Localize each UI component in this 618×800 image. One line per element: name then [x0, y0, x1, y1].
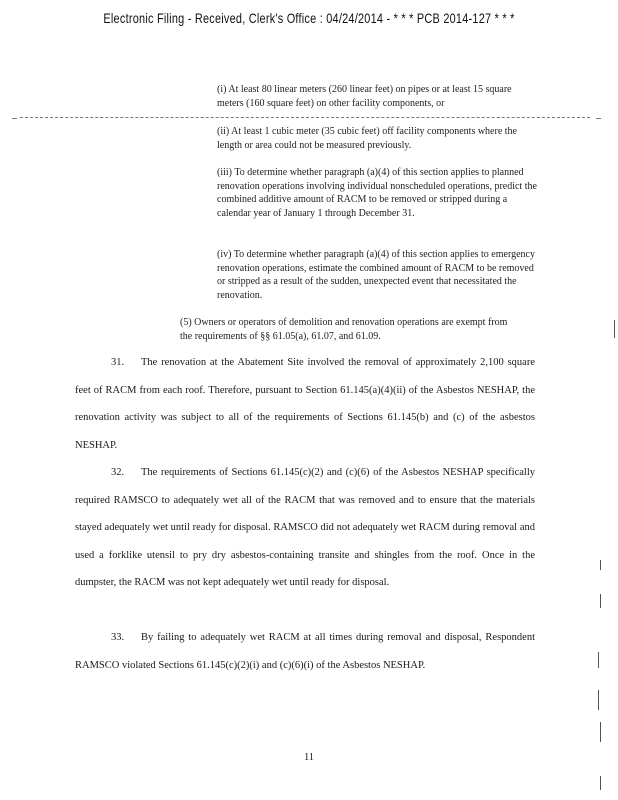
scan-mark	[598, 690, 599, 710]
quote-item-5: (5) Owners or operators of demolition and renovation operations are exempt from the requirements of §§ 61.05(a), 61.07, and 61.09.	[180, 317, 508, 342]
scan-mark	[600, 722, 601, 742]
paragraph-text: The requirements of Sections 61.145(c)(2) and (c)(6) of the Asbestos NESHAP specifically required RAMSCO to adequately wet all of the RACM that was removed and to ensure that the materials stayed adequately wet until ready for disposal. RAMSCO did not adequately wet RACM during removal and used a forklike utensil to pry dry asbestos-containing transite and shingles from the roof. Once in the dumpster, the RACM was not kept adequately wet until ready for disposal.	[75, 467, 535, 588]
quote-item-i: (i) At least 80 linear meters (260 linear feet) on pipes or at least 15 square meters (160 square feet) on other facility components, or	[217, 84, 512, 109]
paragraph-number: 32.	[111, 467, 125, 478]
quote-item-ii: (ii) At least 1 cubic meter (35 cubic feet) off facility components where the length or area could not be measured previously.	[217, 126, 517, 151]
paragraph-31	[75, 349, 535, 459]
scan-mark	[12, 118, 17, 119]
scan-mark	[600, 594, 601, 608]
paragraph-number: 31.	[111, 357, 125, 368]
paragraph-text: By failing to adequately wet RACM at all times during removal and disposal, Respondent RAMSCO violated Sections 61.145(c)(2)(i) and (c)(6)(i) of the Asbestos NESHAP.	[75, 632, 535, 671]
quote-item-iv: (iv) To determine whether paragraph (a)(4) of this section applies to emergency renovation operations, estimate the combined amount of RACM to be removed or stripped as a result of the sudden, unexpected event that necessitated the renovation.	[217, 249, 535, 301]
scan-mark	[596, 118, 601, 119]
paragraph-33	[75, 624, 535, 679]
scan-mark	[598, 652, 599, 668]
scan-mark	[600, 560, 601, 570]
scan-mark	[600, 776, 601, 790]
quote-item-iii: (iii) To determine whether paragraph (a)(4) of this section applies to planned renovation operations involving individual nonscheduled operations, predict the combined additive amount of RACM to be removed or stripped during a calendar year of January 1 through December 31.	[217, 167, 537, 219]
scan-mark	[614, 320, 615, 338]
paragraph-32	[75, 459, 535, 597]
paragraph-number: 33.	[111, 632, 125, 643]
scan-artifact-line	[20, 117, 590, 118]
electronic-filing-header: Electronic Filing - Received, Clerk's Office : 04/24/2014 - * * * PCB 2014-127 * * *	[103, 10, 515, 26]
paragraph-text: The renovation at the Abatement Site involved the removal of approximately 2,100 square feet of RACM from each roof. Therefore, pursuant to Section 61.145(a)(4)(ii) of the Asbestos NESHAP, the renovation activity was subject to all of the requirements of Sections 61.145(b) and (c) of the asbestos NESHAP.	[75, 357, 535, 451]
page-number: 11	[303, 752, 315, 763]
